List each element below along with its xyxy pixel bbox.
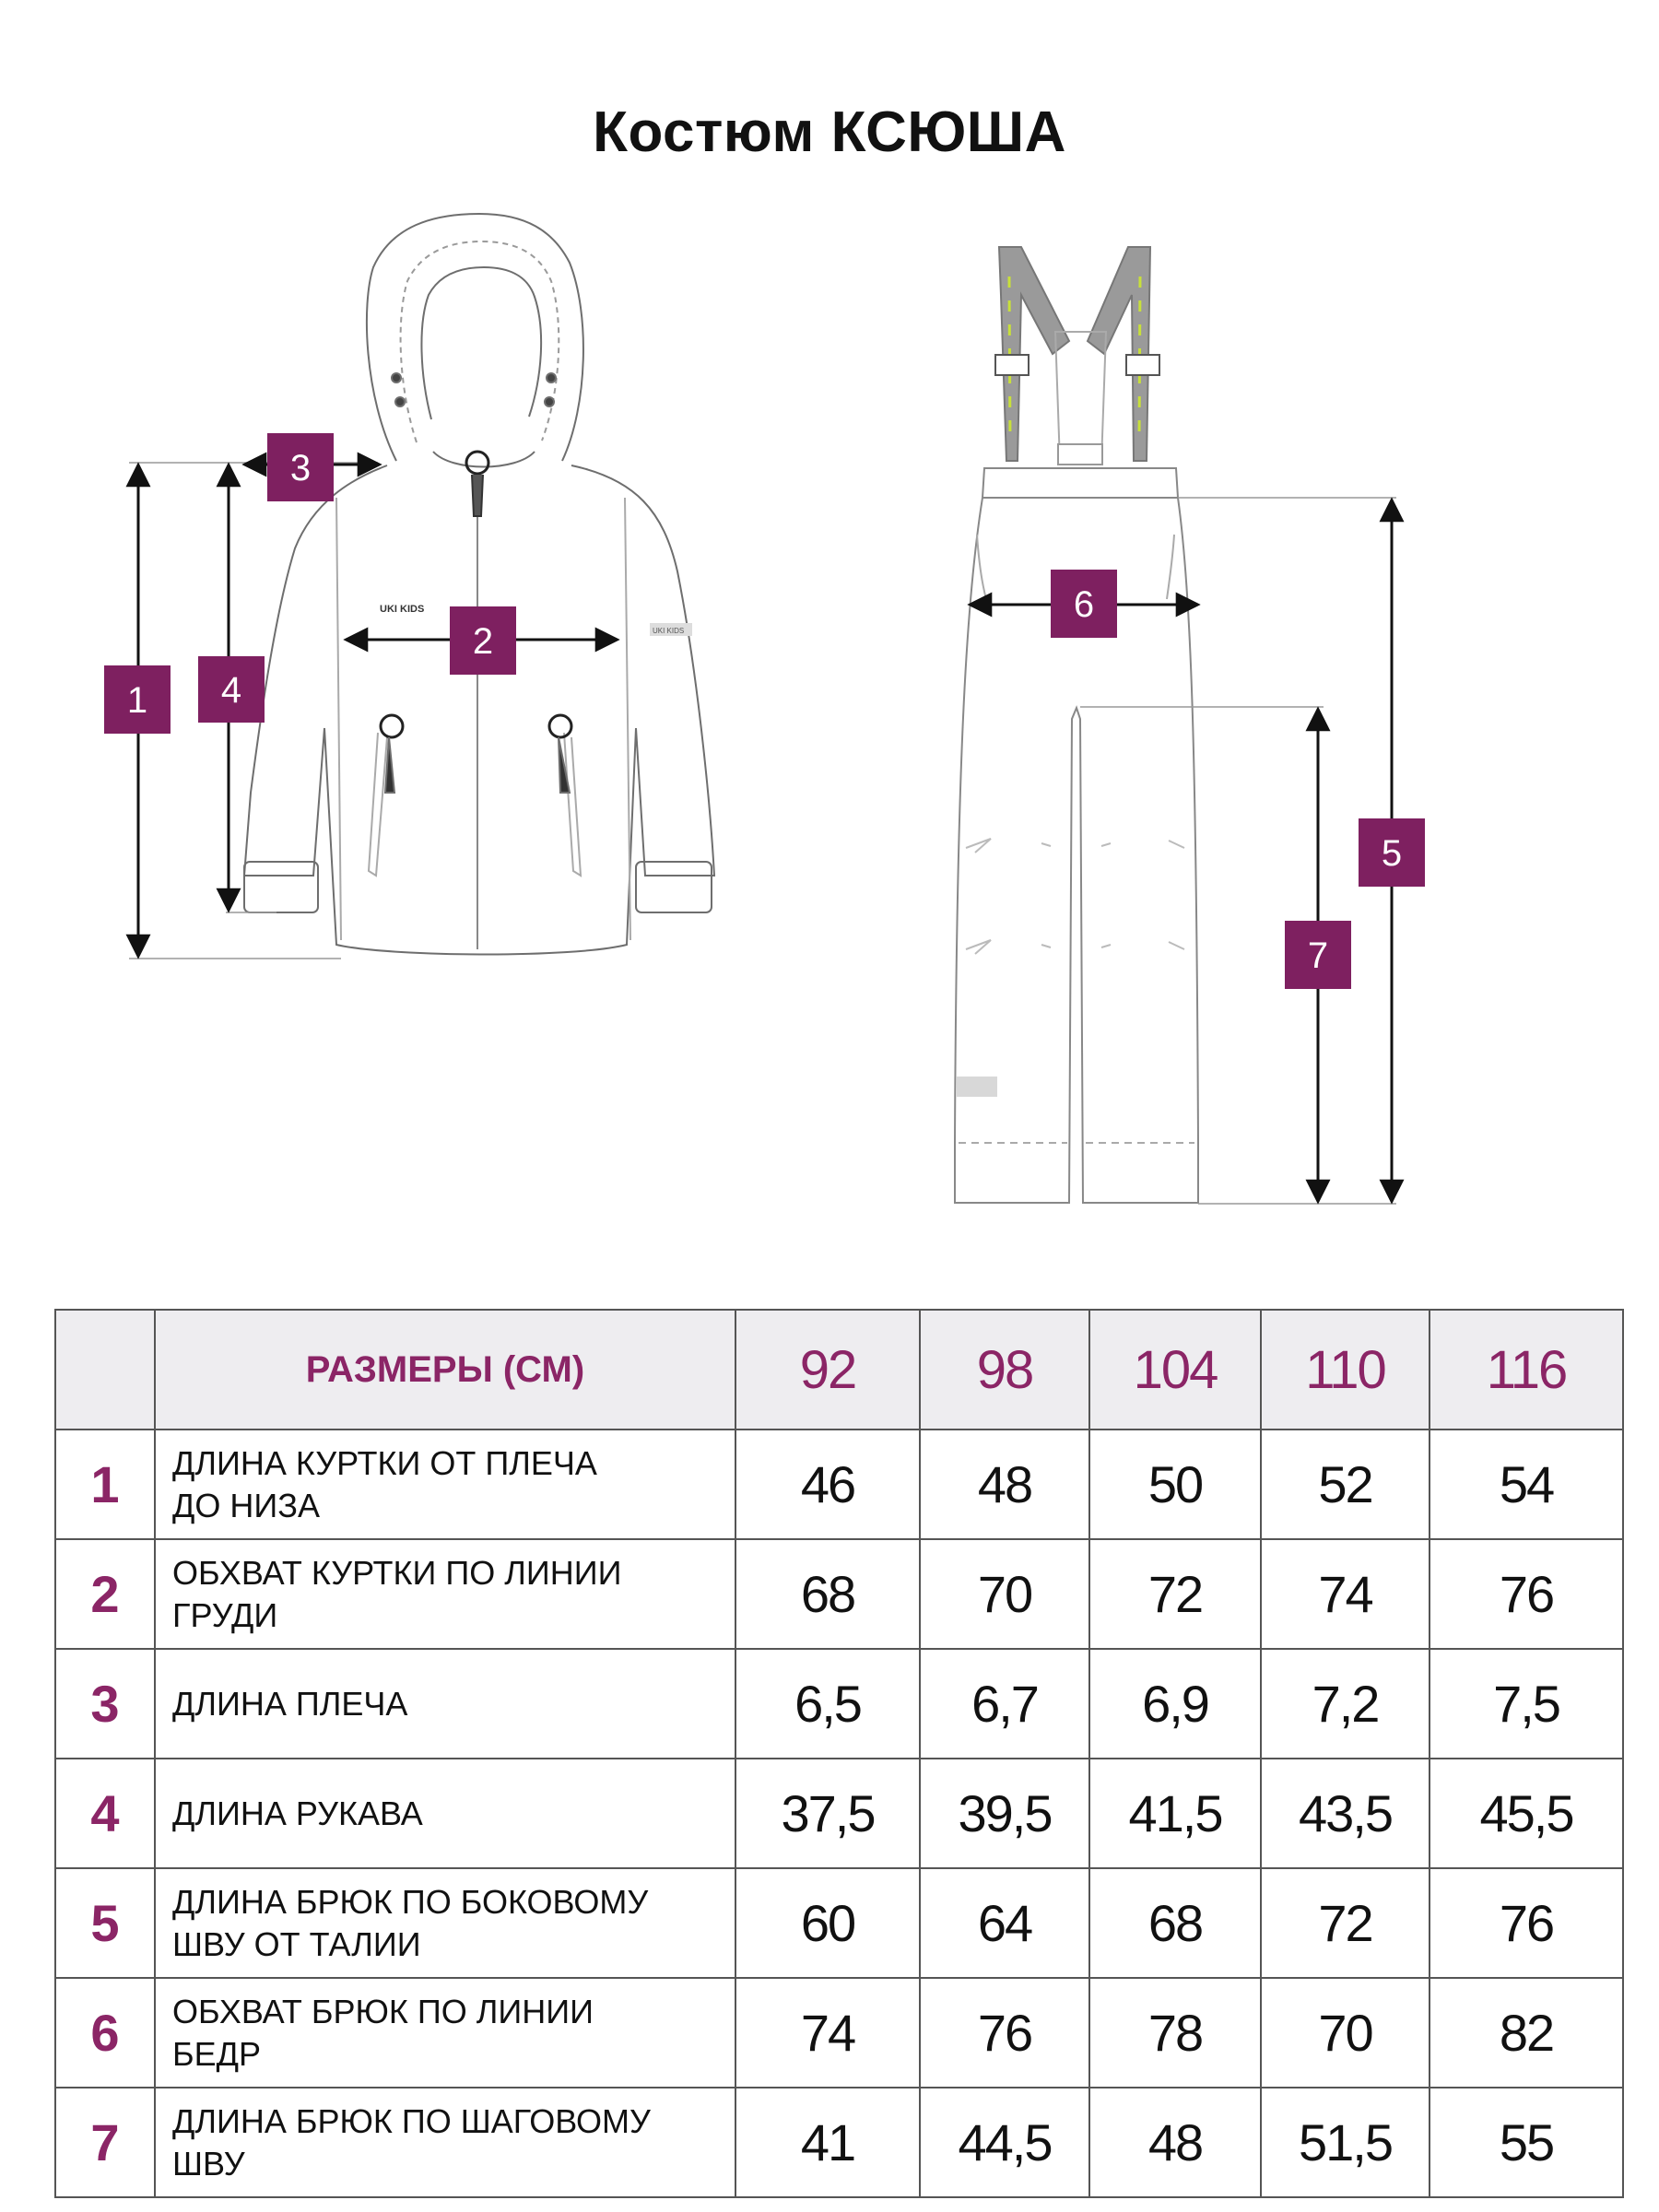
svg-text:2: 2 (472, 621, 494, 662)
table-cell: 41 (735, 2088, 920, 2197)
table-cell: 76 (1430, 1868, 1623, 1978)
table-cell: 44,5 (920, 2088, 1089, 2197)
header-size: 92 (735, 1310, 920, 1430)
table-row (55, 1430, 1623, 1539)
table-cell: 7,5 (1430, 1649, 1623, 1759)
table-cell: 6,5 (735, 1649, 920, 1759)
row-number: 4 (55, 1759, 155, 1868)
row-description: ДЛИНА КУРТКИ ОТ ПЛЕЧА ДО НИЗА (155, 1430, 735, 1539)
svg-text:5: 5 (1381, 833, 1403, 874)
table-cell: 37,5 (735, 1759, 920, 1868)
badge-3 (267, 433, 334, 501)
table-row (55, 1978, 1623, 2088)
table-cell: 54 (1430, 1430, 1623, 1539)
svg-text:4: 4 (220, 670, 242, 711)
jacket-hood (367, 214, 583, 461)
table-cell: 68 (1089, 1868, 1261, 1978)
table-cell: 74 (735, 1978, 920, 2088)
table-cell: 43,5 (1261, 1759, 1430, 1868)
jacket-chest-label: UKI KIDS (380, 604, 425, 615)
table-cell: 64 (920, 1868, 1089, 1978)
row-description: ДЛИНА РУКАВА (155, 1759, 735, 1868)
svg-text:1: 1 (126, 680, 148, 721)
table-cell: 70 (920, 1539, 1089, 1649)
table-cell: 39,5 (920, 1759, 1089, 1868)
svg-text:7: 7 (1307, 935, 1329, 976)
table-cell: 55 (1430, 2088, 1623, 2197)
header-size: 116 (1430, 1310, 1623, 1430)
row-description: ОБХВАТ КУРТКИ ПО ЛИНИИ ГРУДИ (155, 1539, 735, 1649)
table-cell: 82 (1430, 1978, 1623, 2088)
svg-text:6: 6 (1073, 584, 1095, 625)
page-title: Костюм КСЮША (593, 100, 1066, 164)
pants-illustration (955, 247, 1198, 1203)
badge-6 (1051, 570, 1117, 638)
table-cell: 60 (735, 1868, 920, 1978)
table-cell: 50 (1089, 1430, 1261, 1539)
table-cell: 78 (1089, 1978, 1261, 2088)
badge-1 (104, 665, 171, 734)
table-header-row (55, 1310, 1623, 1430)
row-description: ОБХВАТ БРЮК ПО ЛИНИИ БЕДР (155, 1978, 735, 2088)
table-row (55, 2088, 1623, 2197)
table-row (55, 1539, 1623, 1649)
table-row (55, 1868, 1623, 1978)
table-row (55, 1649, 1623, 1759)
jacket-body (244, 465, 714, 955)
table-cell: 6,7 (920, 1649, 1089, 1759)
table-row (55, 1759, 1623, 1868)
row-number: 3 (55, 1649, 155, 1759)
table-cell: 48 (1089, 2088, 1261, 2197)
table-cell: 48 (920, 1430, 1089, 1539)
jacket-sleeve-label: UKI KIDS (653, 627, 685, 635)
table-cell: 52 (1261, 1430, 1430, 1539)
table-cell: 41,5 (1089, 1759, 1261, 1868)
row-number: 2 (55, 1539, 155, 1649)
header-empty-cell (55, 1310, 155, 1430)
table-cell: 72 (1089, 1539, 1261, 1649)
table-cell: 6,9 (1089, 1649, 1261, 1759)
table-cell: 70 (1261, 1978, 1430, 2088)
row-description: ДЛИНА ПЛЕЧА (155, 1649, 735, 1759)
badge-2 (450, 606, 516, 675)
header-size: 98 (920, 1310, 1089, 1430)
row-number: 5 (55, 1868, 155, 1978)
row-description: ДЛИНА БРЮК ПО ШАГОВОМУ ШВУ (155, 2088, 735, 2197)
table-cell: 68 (735, 1539, 920, 1649)
svg-text:3: 3 (289, 448, 312, 488)
table-cell: 76 (920, 1978, 1089, 2088)
size-table (54, 1309, 1624, 2198)
table-cell: 51,5 (1261, 2088, 1430, 2197)
badge-4 (198, 656, 265, 723)
table-cell: 7,2 (1261, 1649, 1430, 1759)
table-cell: 76 (1430, 1539, 1623, 1649)
row-number: 7 (55, 2088, 155, 2197)
table-cell: 72 (1261, 1868, 1430, 1978)
table-cell: 74 (1261, 1539, 1430, 1649)
badge-7 (1285, 921, 1351, 989)
badge-5 (1359, 818, 1425, 887)
header-label: РАЗМЕРЫ (СМ) (155, 1310, 735, 1430)
jacket-illustration (244, 214, 714, 955)
table-cell: 45,5 (1430, 1759, 1623, 1868)
row-number: 1 (55, 1430, 155, 1539)
row-number: 6 (55, 1978, 155, 2088)
table-cell: 46 (735, 1430, 920, 1539)
header-size: 110 (1261, 1310, 1430, 1430)
row-description: ДЛИНА БРЮК ПО БОКОВОМУ ШВУ ОТ ТАЛИИ (155, 1868, 735, 1978)
header-size: 104 (1089, 1310, 1261, 1430)
